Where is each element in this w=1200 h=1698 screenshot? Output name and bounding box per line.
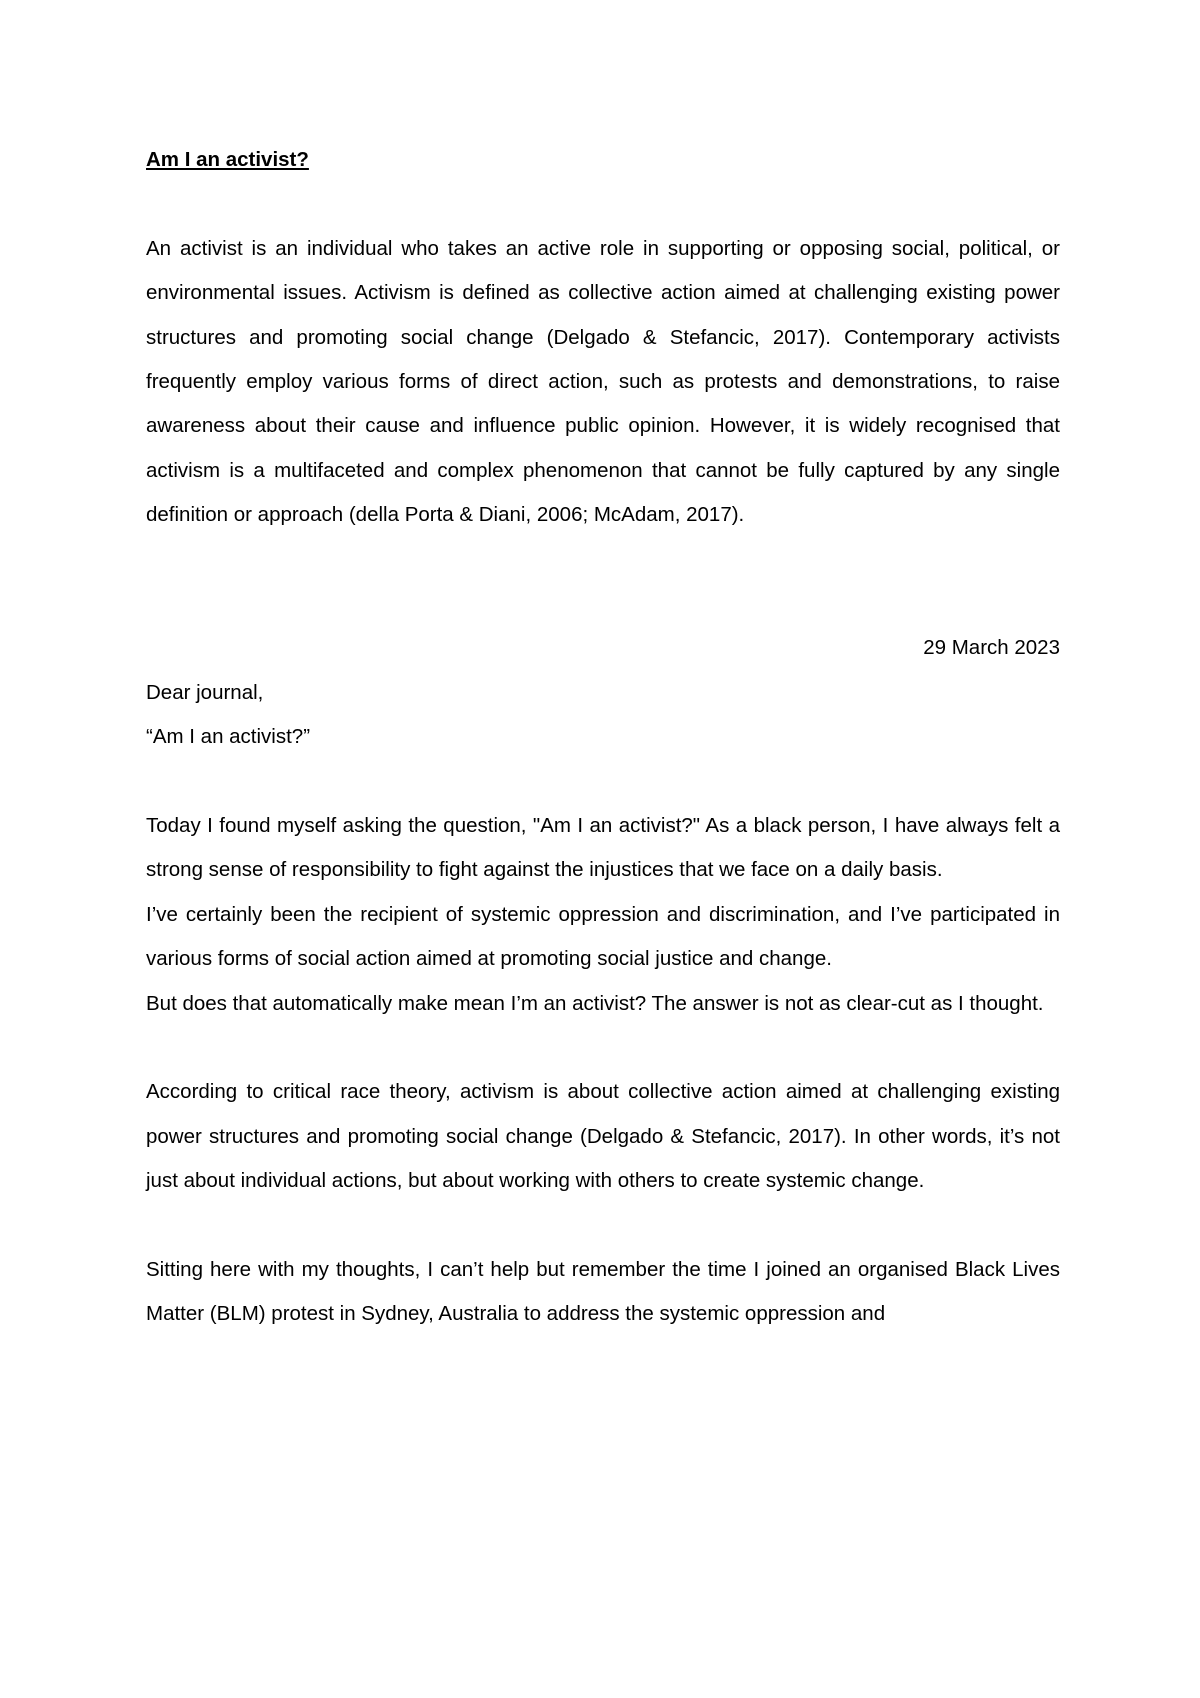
intro-paragraph: An activist is an individual who takes an active role in supporting or opposing social, political, or environmental issues. Activism is defined as collective action aimed at challenging existing power structures and promoting social change (Delgado & Stefancic, 2017). Contemporary activists frequently employ various forms of direct action, such as protests and demonstrations, to raise awareness about their cause and influence public opinion. However, it is widely recognised that activism is a multifaceted and complex phenomenon that cannot be fully captured by any single definition or approach (della Porta & Diani, 2006; McAdam, 2017). — [146, 236, 1060, 527]
spacer — [146, 1026, 1060, 1070]
journal-date: 29 March 2023 — [923, 636, 1060, 660]
spacer — [146, 182, 1060, 226]
journal-paragraph-3: But does that automatically make mean I’m an activist? The answer is not as clear-cut as I thought. — [146, 991, 1044, 1015]
spacer — [146, 1204, 1060, 1248]
journal-paragraph-5: Sitting here with my thoughts, I can’t help but remember the time I joined an organised Black Lives Matter (BLM) protest in Sydney, Australia to address the systemic oppression and — [146, 1258, 1060, 1326]
page-title: Am I an activist? — [146, 148, 309, 171]
journal-salutation: Dear journal, — [146, 680, 264, 704]
document-page — [146, 138, 1060, 1337]
journal-paragraph-2: I’ve certainly been the recipient of systemic oppression and discrimination, and I’ve participated in various forms of social action aimed at promoting social justice and change. — [146, 902, 1060, 971]
spacer — [146, 760, 1060, 804]
spacer — [146, 538, 1060, 627]
journal-question: “Am I an activist?” — [146, 725, 311, 749]
journal-paragraph-4: According to critical race theory, activism is about collective action aimed at challenging existing power structures and promoting social change (Delgado & Stefancic, 2017). In other words, it’s not just about individual actions, but about working with others to create systemic change. — [146, 1080, 1060, 1193]
journal-paragraph-1: Today I found myself asking the question, "Am I an activist?" As a black person, I have always felt a strong sense of responsibility to fight against the injustices that we face on a daily basis. — [146, 814, 1060, 882]
